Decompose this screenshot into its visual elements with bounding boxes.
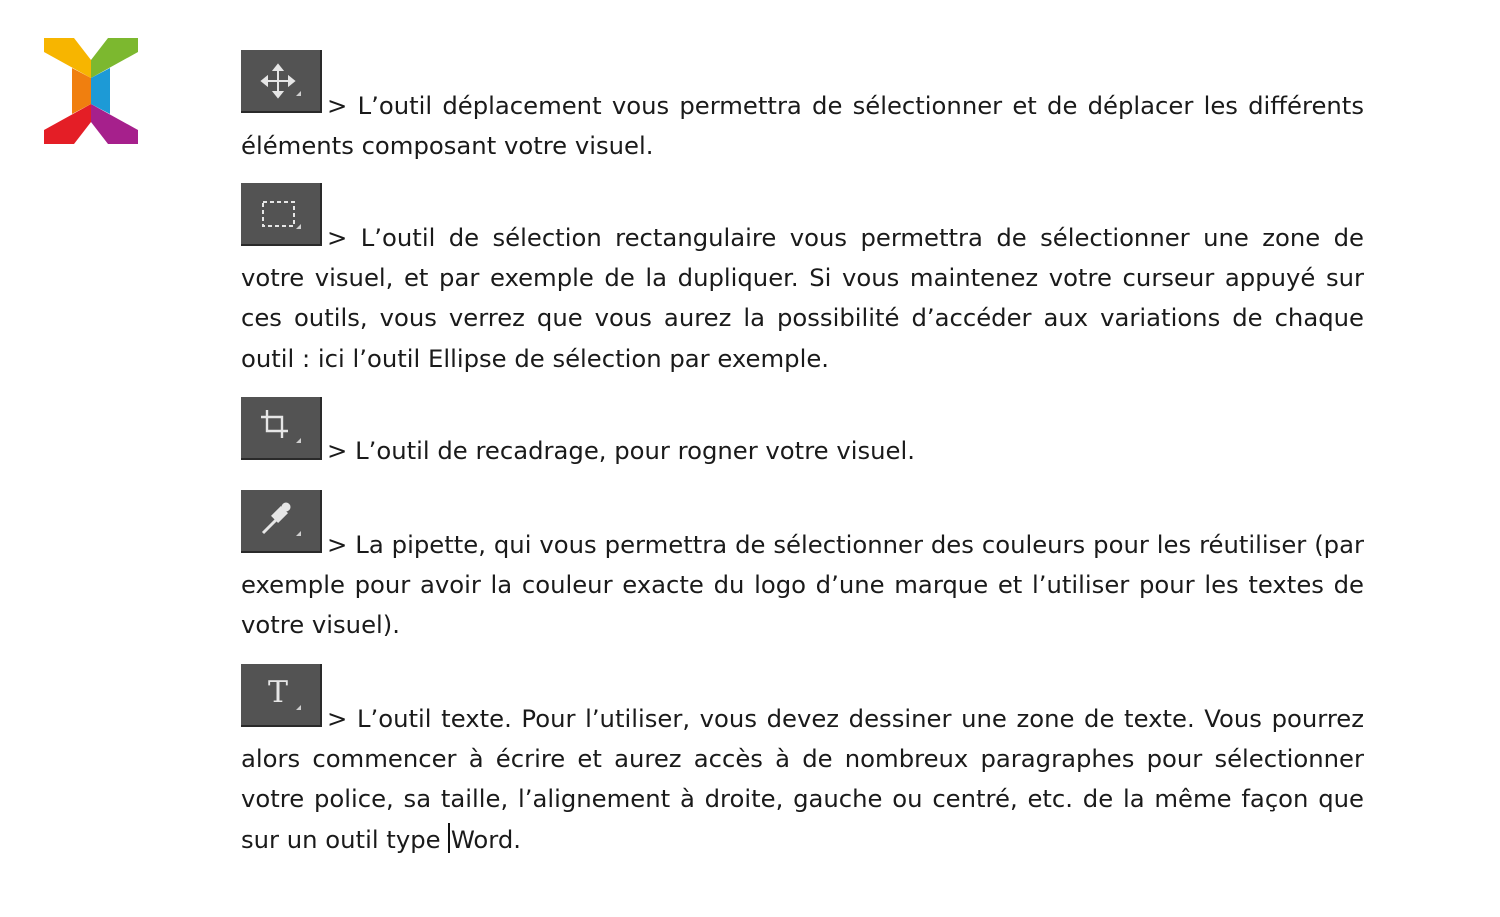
- tool-block-type: [241, 664, 1364, 864]
- tool-block-marquee: [241, 183, 1364, 397]
- eyedropper-tool-description: > La pipette, qui vous permettra de sélectionner des couleurs pour les réutiliser (par exemple pour avoir la couleur exacte du logo d’une marque et l’utiliser pour les textes de votre visuel).: [241, 530, 1364, 640]
- text-caret: [448, 823, 450, 853]
- type-tool-description: > L’outil texte. Pour l’utiliser, vous devez dessiner une zone de texte. Vous pourrez alors commencer à écrire et aurez accès à de nombreux paragraphes pour sélectionner votre police, sa taille, l’alignement à droite, gauche ou centré, etc. de la même façon que sur un outil type Word.: [241, 704, 1364, 854]
- tools-list: [241, 50, 1364, 864]
- move-tool-description: > L’outil déplacement vous permettra de sélectionner et de déplacer les différents éléments composant votre visuel.: [241, 91, 1364, 161]
- brand-x-logo: [44, 38, 138, 144]
- marquee-tool-description: > L’outil de sélection rectangulaire vous permettra de sélectionner une zone de votre visuel, et par exemple de la dupliquer. Si vous maintenez votre curseur appuyé sur ces outils, vous verrez que vous aurez la possibilité d’accéder aux variations de chaque outil : ici l’outil Ellipse de sélection par exemple.: [241, 223, 1364, 373]
- tool-block-eyedropper: [241, 490, 1364, 664]
- svg-text:T: T: [267, 675, 289, 710]
- tool-block-crop: [241, 397, 1364, 490]
- crop-tool-description: > L’outil de recadrage, pour rogner votre visuel.: [327, 436, 915, 465]
- tool-block-move: [241, 50, 1364, 172]
